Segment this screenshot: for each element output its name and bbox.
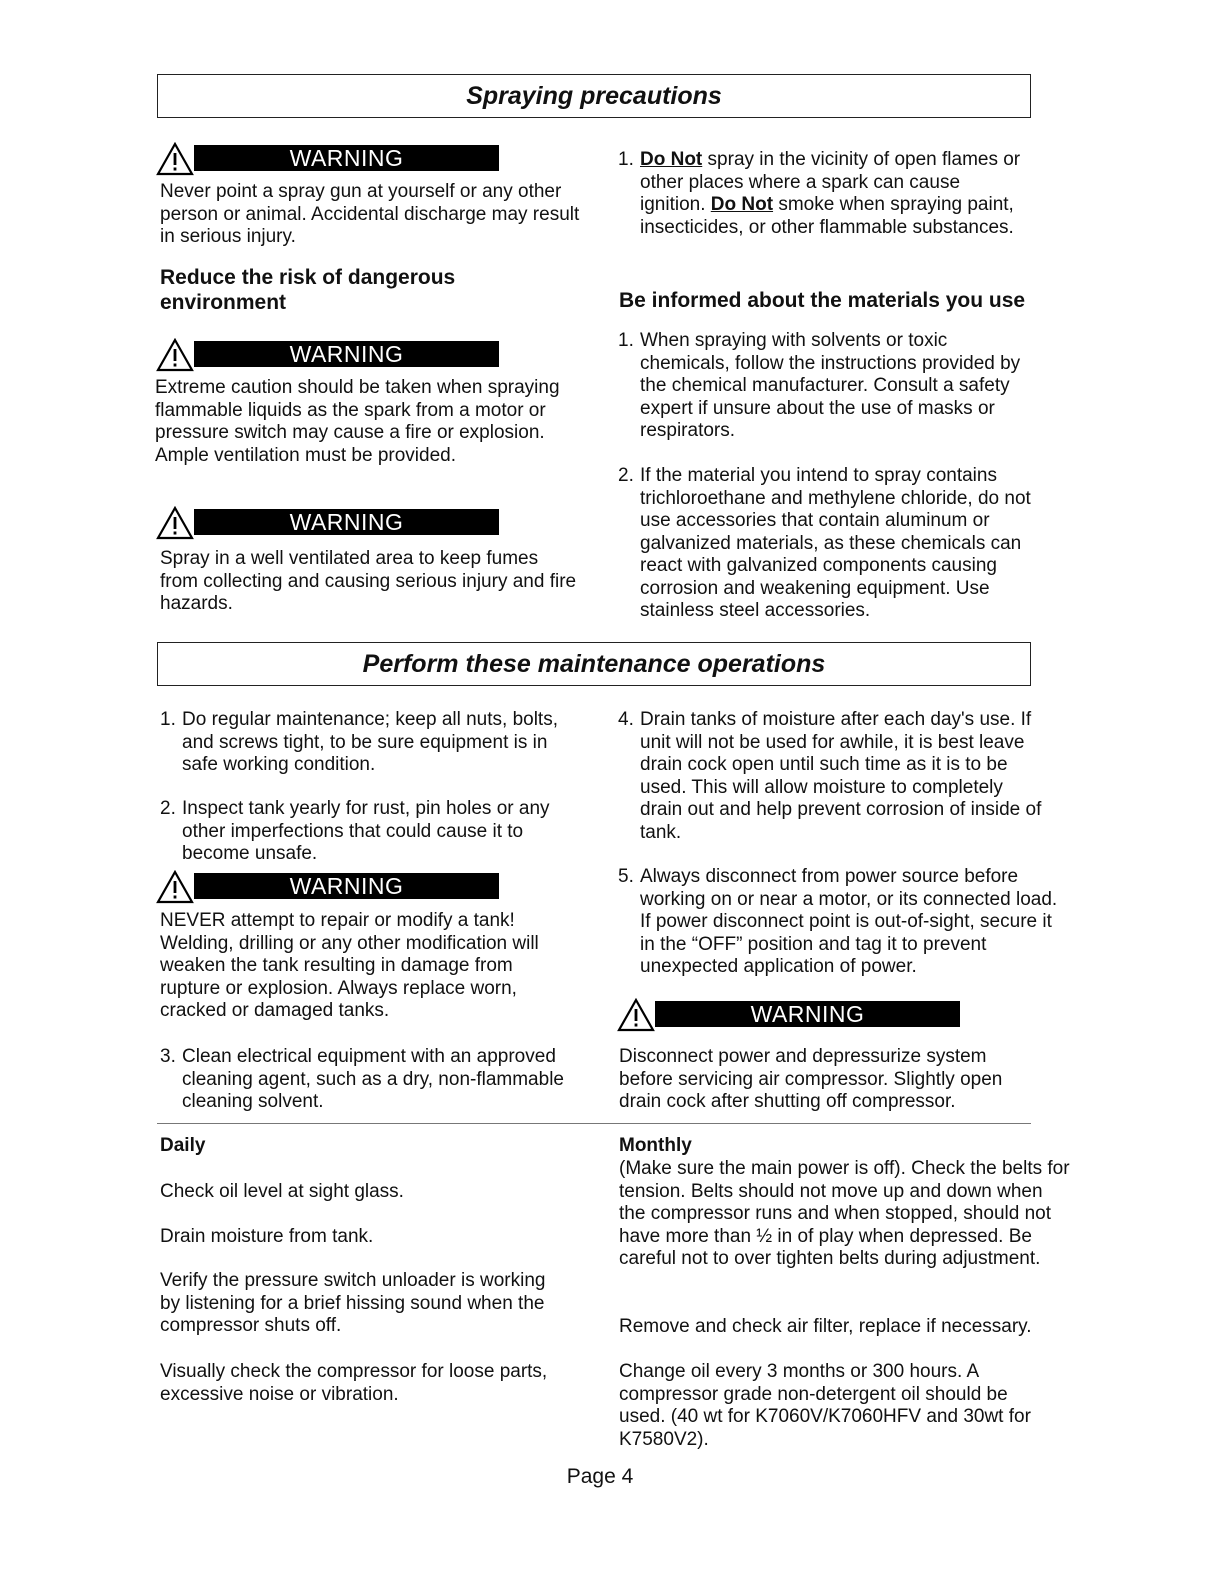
item-text-part: smoke when spraying paint, insecticides, or other flammable substances. [640,194,1014,238]
warning-triangle-icon [156,870,194,904]
subsection-heading: Be informed about the materials you use [619,289,1026,312]
section-header-maintenance [157,642,1031,686]
daily-item: Check oil level at sight glass. [160,1181,404,1202]
do-not-emphasis: Do Not [640,149,703,170]
warning-triangle-icon [156,142,194,176]
subsection-heading: Reduce the risk of dangerous environment [160,266,456,314]
do-not-emphasis: Do Not [710,194,774,215]
monthly-item: (Make sure the main power is off). Check the belts for tension. Belts should not move up and down when the compressor runs and when stopped, should not have more than ½ in of play when depressed. Be careful not to over tighten belts during adjustment. [619,1158,1070,1269]
warning-text: NEVER attempt to repair or modify a tank! Welding, drilling or any other modification will weaken the tank resulting in damage from rupture or explosion. Always replace worn, cracked or damaged tanks. [160,910,539,1021]
monthly-item: Change oil every 3 months or 300 hours. A compressor grade non-detergent oil should be used. (40 wt for K7060V/K7060HFV and 30wt for K7580V2). [619,1361,1031,1450]
item-number: 4. [618,709,634,730]
item-text: Clean electrical equipment with an approved cleaning agent, such as a dry, non-flammable cleaning solvent. [182,1046,564,1112]
item-text: Inspect tank yearly for rust, pin holes or any other imperfections that could cause it to become unsafe. [182,798,550,864]
monthly-item: Remove and check air filter, replace if necessary. [619,1316,1032,1337]
item-text: Do regular maintenance; keep all nuts, bolts, and screws tight, to be sure equipment is in safe working condition. [182,709,558,775]
warning-text: Disconnect power and depressurize system before servicing air compressor. Slightly open drain cock after shutting off compressor. [619,1046,1003,1112]
warning-text: Spray in a well ventilated area to keep fumes from collecting and causing serious injury and fire hazards. [160,548,577,614]
warning-label: WARNING [194,873,499,899]
item-number: 3. [160,1046,176,1067]
item-number: 5. [618,866,634,887]
warning-label: WARNING [194,509,499,535]
daily-item: Drain moisture from tank. [160,1226,374,1247]
daily-item: Visually check the compressor for loose parts, excessive noise or vibration. [160,1361,548,1405]
item-number: 1. [160,709,176,730]
item-number: 1. [618,149,634,170]
monthly-heading: Monthly [619,1135,692,1156]
item-text: If the material you intend to spray contains trichloroethane and methylene chloride, do not use accessories that contain aluminum or galvanized materials, as these chemicals can react with galvanized components causing corrosion and weakening equipment. Use stainless steel accessories. [640,465,1031,621]
page-number: Page 4 [566,1465,634,1488]
warning-text: Never point a spray gun at yourself or any other person or animal. Accidental discharge may result in serious injury. [160,181,580,247]
warning-triangle-icon [156,506,194,540]
divider [157,1123,1031,1124]
warning-label: WARNING [655,1001,960,1027]
item-text: Drain tanks of moisture after each day's use. If unit will not be used for awhile, it is best leave drain cock open until such time as it is to be used. This will allow moisture to completely drain out and help prevent corrosion of inside of tank. [640,709,1042,843]
warning-triangle-icon [617,998,655,1032]
warning-triangle-icon [156,338,194,372]
section-title: Spraying precautions [466,81,722,110]
warning-label: WARNING [194,341,499,367]
item-text: Always disconnect from power source before working on or near a motor, or its connected load. If power disconnect point is out-of-sight, secure it in the “OFF” position and tag it to prevent unexpected application of power. [640,866,1058,977]
item-number: 2. [618,465,634,486]
warning-label: WARNING [194,145,499,171]
item-text [640,149,1030,239]
item-text-part: spray in the vicinity of open flames or other places where a spark can cause ignition. [640,149,1021,215]
warning-text: Extreme caution should be taken when spraying flammable liquids as the spark from a motor or pressure switch may cause a fire or explosion. Ample ventilation must be provided. [155,377,560,466]
section-title: Perform these maintenance operations [362,649,826,678]
section-header-spraying [157,74,1031,118]
item-number: 2. [160,798,176,819]
item-text: When spraying with solvents or toxic chemicals, follow the instructions provided by the chemical manufacturer. Consult a safety expert if unsure about the use of masks or respirators. [640,330,1021,441]
daily-heading: Daily [160,1135,206,1156]
item-number: 1. [618,330,634,351]
daily-item: Verify the pressure switch unloader is working by listening for a brief hissing sound when the compressor shuts off. [160,1270,546,1336]
